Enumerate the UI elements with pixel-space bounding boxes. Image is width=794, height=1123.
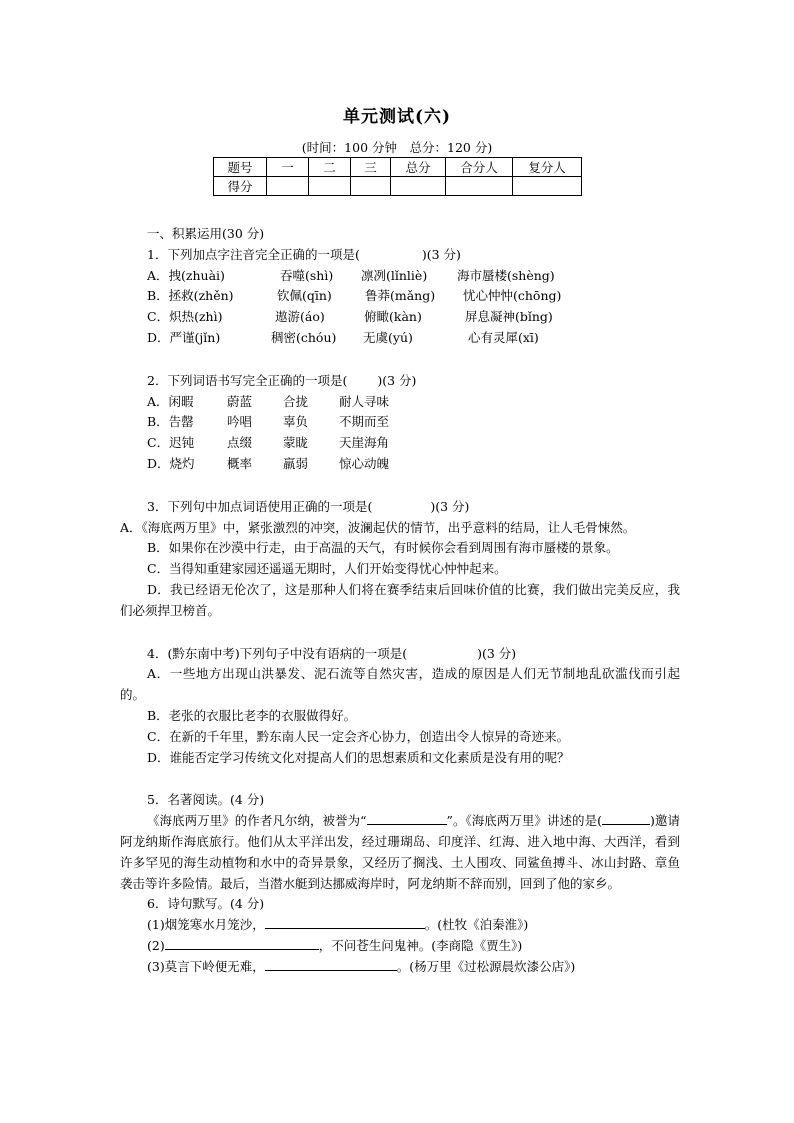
fill-blank-poem-2[interactable] (165, 936, 319, 950)
fill-blank-author-title[interactable] (367, 811, 447, 825)
exam-content (120, 224, 680, 978)
question-1-stem (120, 245, 680, 266)
fill-blank-character[interactable] (602, 811, 650, 825)
score-cell[interactable] (513, 177, 582, 196)
option-word: 俯瞰(kàn) (364, 309, 422, 325)
option-a: A．一些地方出现山洪暴发、泥石流等自然灾害，造成的原因是人们无节制地乱砍滥伐而引起的。 (120, 666, 680, 703)
option-word: B．拯救(zhěn) (147, 288, 234, 304)
poem-text: (1)烟笼寒水月笼沙， (147, 917, 265, 933)
option-word: 耐人寻味 (339, 393, 390, 409)
option-word: 合拢 (283, 393, 309, 409)
option-word: C．炽热(zhì) (147, 309, 223, 325)
poem-line-1 (120, 915, 680, 936)
question-score: )(3 分) (477, 645, 517, 661)
passage-text: 《海底两万里》的作者凡尔纳，被誉为“ (147, 813, 367, 829)
option-word: 辜负 (283, 414, 309, 430)
question-2-options (120, 392, 680, 475)
fill-blank-poem-3[interactable] (265, 957, 397, 971)
section-heading: 一、积累运用(30 分) (147, 226, 265, 241)
passage-text: ”。《海底两万里》讲述的是( (446, 813, 603, 829)
option-word: 海市蜃楼(shèng) (457, 267, 555, 283)
option-c: C．在新的千年里，黔东南人民一定会齐心协力，创造出令人惊异的奇迹来。 (147, 728, 570, 744)
fill-blank-poem-1[interactable] (265, 915, 425, 929)
option-word: 屏息凝神(bǐng) (465, 309, 553, 325)
option-word: 无虞(yú) (363, 329, 413, 345)
poem-source: 。(杨万里《过松源晨炊漆公店》) (396, 958, 576, 974)
option-word: 天崖海角 (339, 435, 390, 451)
option-word: C．迟钝 (147, 435, 195, 451)
score-header-cell: 题号 (214, 158, 267, 177)
score-header-cell: 二 (309, 158, 351, 177)
option-a (120, 266, 680, 287)
option-b (120, 286, 680, 307)
question-3-stem (120, 497, 680, 518)
option-word: 吟唱 (227, 414, 253, 430)
question-5-stem: 5．名著阅读。(4 分) (147, 792, 265, 808)
option-word: B．告罄 (147, 414, 194, 430)
question-1-options (120, 266, 680, 349)
option-c: C．当得知重建家园还遥遥无期时，人们开始变得忧心忡忡起来。 (147, 561, 507, 577)
question-score: )(3 分) (421, 246, 461, 262)
question-4-stem (120, 644, 680, 665)
option-word: 遨游(áo) (275, 309, 325, 325)
poem-line-3 (120, 957, 680, 978)
question-score: )(3 分) (377, 372, 417, 388)
question-stem-text: 1．下列加点字注音完全正确的一项是( (147, 246, 360, 262)
passage-text: )邀请阿龙纳斯作海底旅行。他们从太平洋出发，经过珊瑚岛、印度洋、红海、进入地中海、大西洋，看到许多罕见的海生动植物和水中的奇异景象，又经历了搁浅、土人围攻、同鲨鱼搏斗、冰山封路、章鱼袭击等许多险情。最后，当潜水艇到达挪威海岸时，阿龙纳斯不辞而别，回到了他的家乡。 (120, 813, 680, 891)
score-table-score-row (214, 177, 582, 196)
option-word: 不期而至 (339, 414, 390, 430)
option-word: 蔚蓝 (227, 393, 253, 409)
option-d (120, 328, 680, 349)
option-word: A．拽(zhuài) (147, 267, 225, 283)
option-b: B．老张的衣服比老李的衣服做得好。 (147, 707, 357, 723)
exam-time-info: (时间：100 分钟 总分：120 分) (301, 140, 493, 155)
option-word: 心有灵犀(xī) (468, 329, 539, 345)
option-word: 羸弱 (283, 455, 309, 471)
score-cell[interactable] (351, 177, 391, 196)
score-cell[interactable] (309, 177, 351, 196)
question-2-stem (120, 371, 680, 392)
poem-text: (2) (147, 937, 165, 953)
question-stem-text: 2．下列词语书写完全正确的一项是( (147, 372, 348, 388)
option-c (120, 307, 680, 328)
option-word: 点缀 (227, 435, 253, 451)
option-b (120, 412, 680, 433)
score-table-header-row (214, 158, 582, 177)
option-a: A．《海底两万里》中，紧张激烈的冲突，波澜起伏的情节，出乎意料的结局，让人毛骨悚然。 (120, 519, 636, 535)
poem-text: (3)莫言下岭便无难， (147, 958, 265, 974)
score-header-cell: 三 (351, 158, 391, 177)
option-word: 概率 (227, 455, 253, 471)
option-b: B．如果你在沙漠中行走，由于高温的天气，有时候你会看到周围有海市蜃楼的景象。 (147, 540, 619, 556)
option-word: 惊心动魄 (339, 455, 390, 471)
question-score: )(3 分) (430, 498, 470, 514)
option-word: 稠密(chóu) (271, 329, 337, 345)
question-6-stem: 6．诗句默写。(4 分) (147, 896, 265, 912)
poem-line-2 (120, 936, 680, 957)
score-row-label: 得分 (214, 177, 267, 196)
option-word: 吞噬(shì) (280, 267, 334, 283)
score-table (213, 157, 582, 196)
page-title: 单元测试(六) (342, 107, 452, 127)
score-cell[interactable] (446, 177, 513, 196)
option-word: D．烧灼 (147, 455, 195, 471)
question-stem-text: 3．下列句中加点词语使用正确的一项是( (147, 498, 373, 514)
question-5-passage (120, 811, 680, 894)
question-stem-text: 4．(黔东南中考)下列句子中没有语病的一项是( (147, 645, 408, 661)
option-word: 钦佩(qīn) (277, 288, 332, 304)
option-word: 忧心忡忡(chōng) (463, 288, 562, 304)
score-header-cell: 一 (267, 158, 309, 177)
score-header-cell: 复分人 (513, 158, 582, 177)
score-header-cell: 合分人 (446, 158, 513, 177)
option-a (120, 392, 680, 413)
score-cell[interactable] (391, 177, 446, 196)
option-d: D．我已经语无伦次了，这是那种人们将在赛季结束后回味价值的比赛，我们做出完美反应，我们必须捍卫榜首。 (120, 581, 680, 618)
option-word: 鲁莽(mǎng) (365, 288, 436, 304)
score-cell[interactable] (267, 177, 309, 196)
poem-source: 。(杜牧《泊秦淮》) (424, 917, 529, 933)
option-word: D．严谨(jǐn) (147, 329, 221, 345)
score-header-cell: 总分 (391, 158, 446, 177)
option-word: 蒙眬 (283, 435, 309, 451)
option-c (120, 433, 680, 454)
poem-source: ，不问苍生问鬼神。(李商隐《贾生》) (318, 937, 523, 953)
option-word: 凛冽(lǐnliè) (361, 267, 428, 283)
option-word: A．闲暇 (147, 393, 194, 409)
option-d (120, 454, 680, 475)
option-d: D．谁能否定学习传统文化对提高人们的思想素质和文化素质是没有用的呢？ (147, 749, 570, 765)
